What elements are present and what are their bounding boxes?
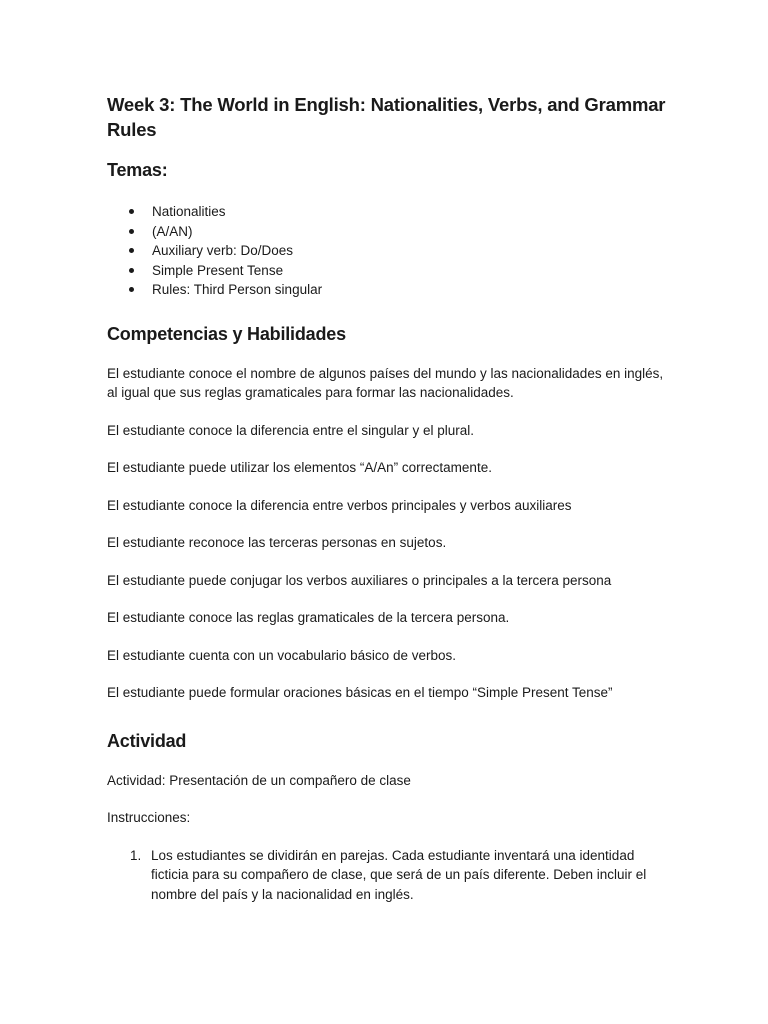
list-item [107,846,667,905]
competencia-paragraph: El estudiante conoce la diferencia entre verbos principales y verbos auxiliares [107,497,572,513]
actividad-title: Actividad: Presentación de un compañero de clase [107,772,411,788]
step-number: 1. [130,847,142,863]
list-item [107,202,667,222]
list-item [107,280,667,300]
competencia-paragraph: El estudiante cuenta con un vocabulario básico de verbos. [107,647,456,663]
competencia-paragraph: El estudiante puede formular oraciones básicas en el tiempo “Simple Present Tense” [107,685,613,700]
list-item-text: (A/AN) [152,223,193,239]
list-item-text: Rules: Third Person singular [152,282,323,297]
competencia-paragraph: El estudiante reconoce las terceras personas en sujetos. [107,535,447,550]
document-title: Week 3: The World in English: Nationalities, Verbs, and Grammar Rules [107,94,666,140]
bullet-icon [129,268,134,273]
competencias-heading: Competencias y Habilidades [107,323,346,344]
list-item [107,261,667,281]
bullet-icon [129,248,134,253]
list-item-text: Simple Present Tense [152,262,284,278]
document-page [107,92,667,904]
competencia-paragraph: El estudiante conoce el nombre de algunos países del mundo y las nacionalidades en inglés, al igual que sus reglas gramaticales para formar las nacionalidades. [107,365,664,400]
list-item [107,241,667,261]
bullet-icon [129,229,134,234]
competencia-paragraph: El estudiante conoce la diferencia entre el singular y el plural. [107,422,474,438]
list-item [107,222,667,242]
bullet-icon [129,287,134,292]
list-item-text: Auxiliary verb: Do/Does [152,243,294,258]
temas-heading: Temas: [107,160,168,180]
instructions-label: Instrucciones: [107,810,191,825]
step-text: Los estudiantes se dividirán en parejas. Cada estudiante inventará una identidad ficticia para su compañero de clase, que será de un país diferente. Deben incluir el nombre del país y la nacionalidad en inglés. [151,847,647,902]
bullet-icon [129,209,134,214]
temas-list [107,202,667,300]
competencia-paragraph: El estudiante puede utilizar los elementos “A/An” correctamente. [107,460,492,475]
competencias-list [107,364,667,703]
list-item-text: Nationalities [152,204,226,219]
actividad-heading: Actividad [107,730,187,751]
competencia-paragraph: El estudiante puede conjugar los verbos auxiliares o principales a la tercera persona [107,572,612,588]
instructions-list [107,846,667,905]
competencia-paragraph: El estudiante conoce las reglas gramaticales de la tercera persona. [107,610,510,625]
